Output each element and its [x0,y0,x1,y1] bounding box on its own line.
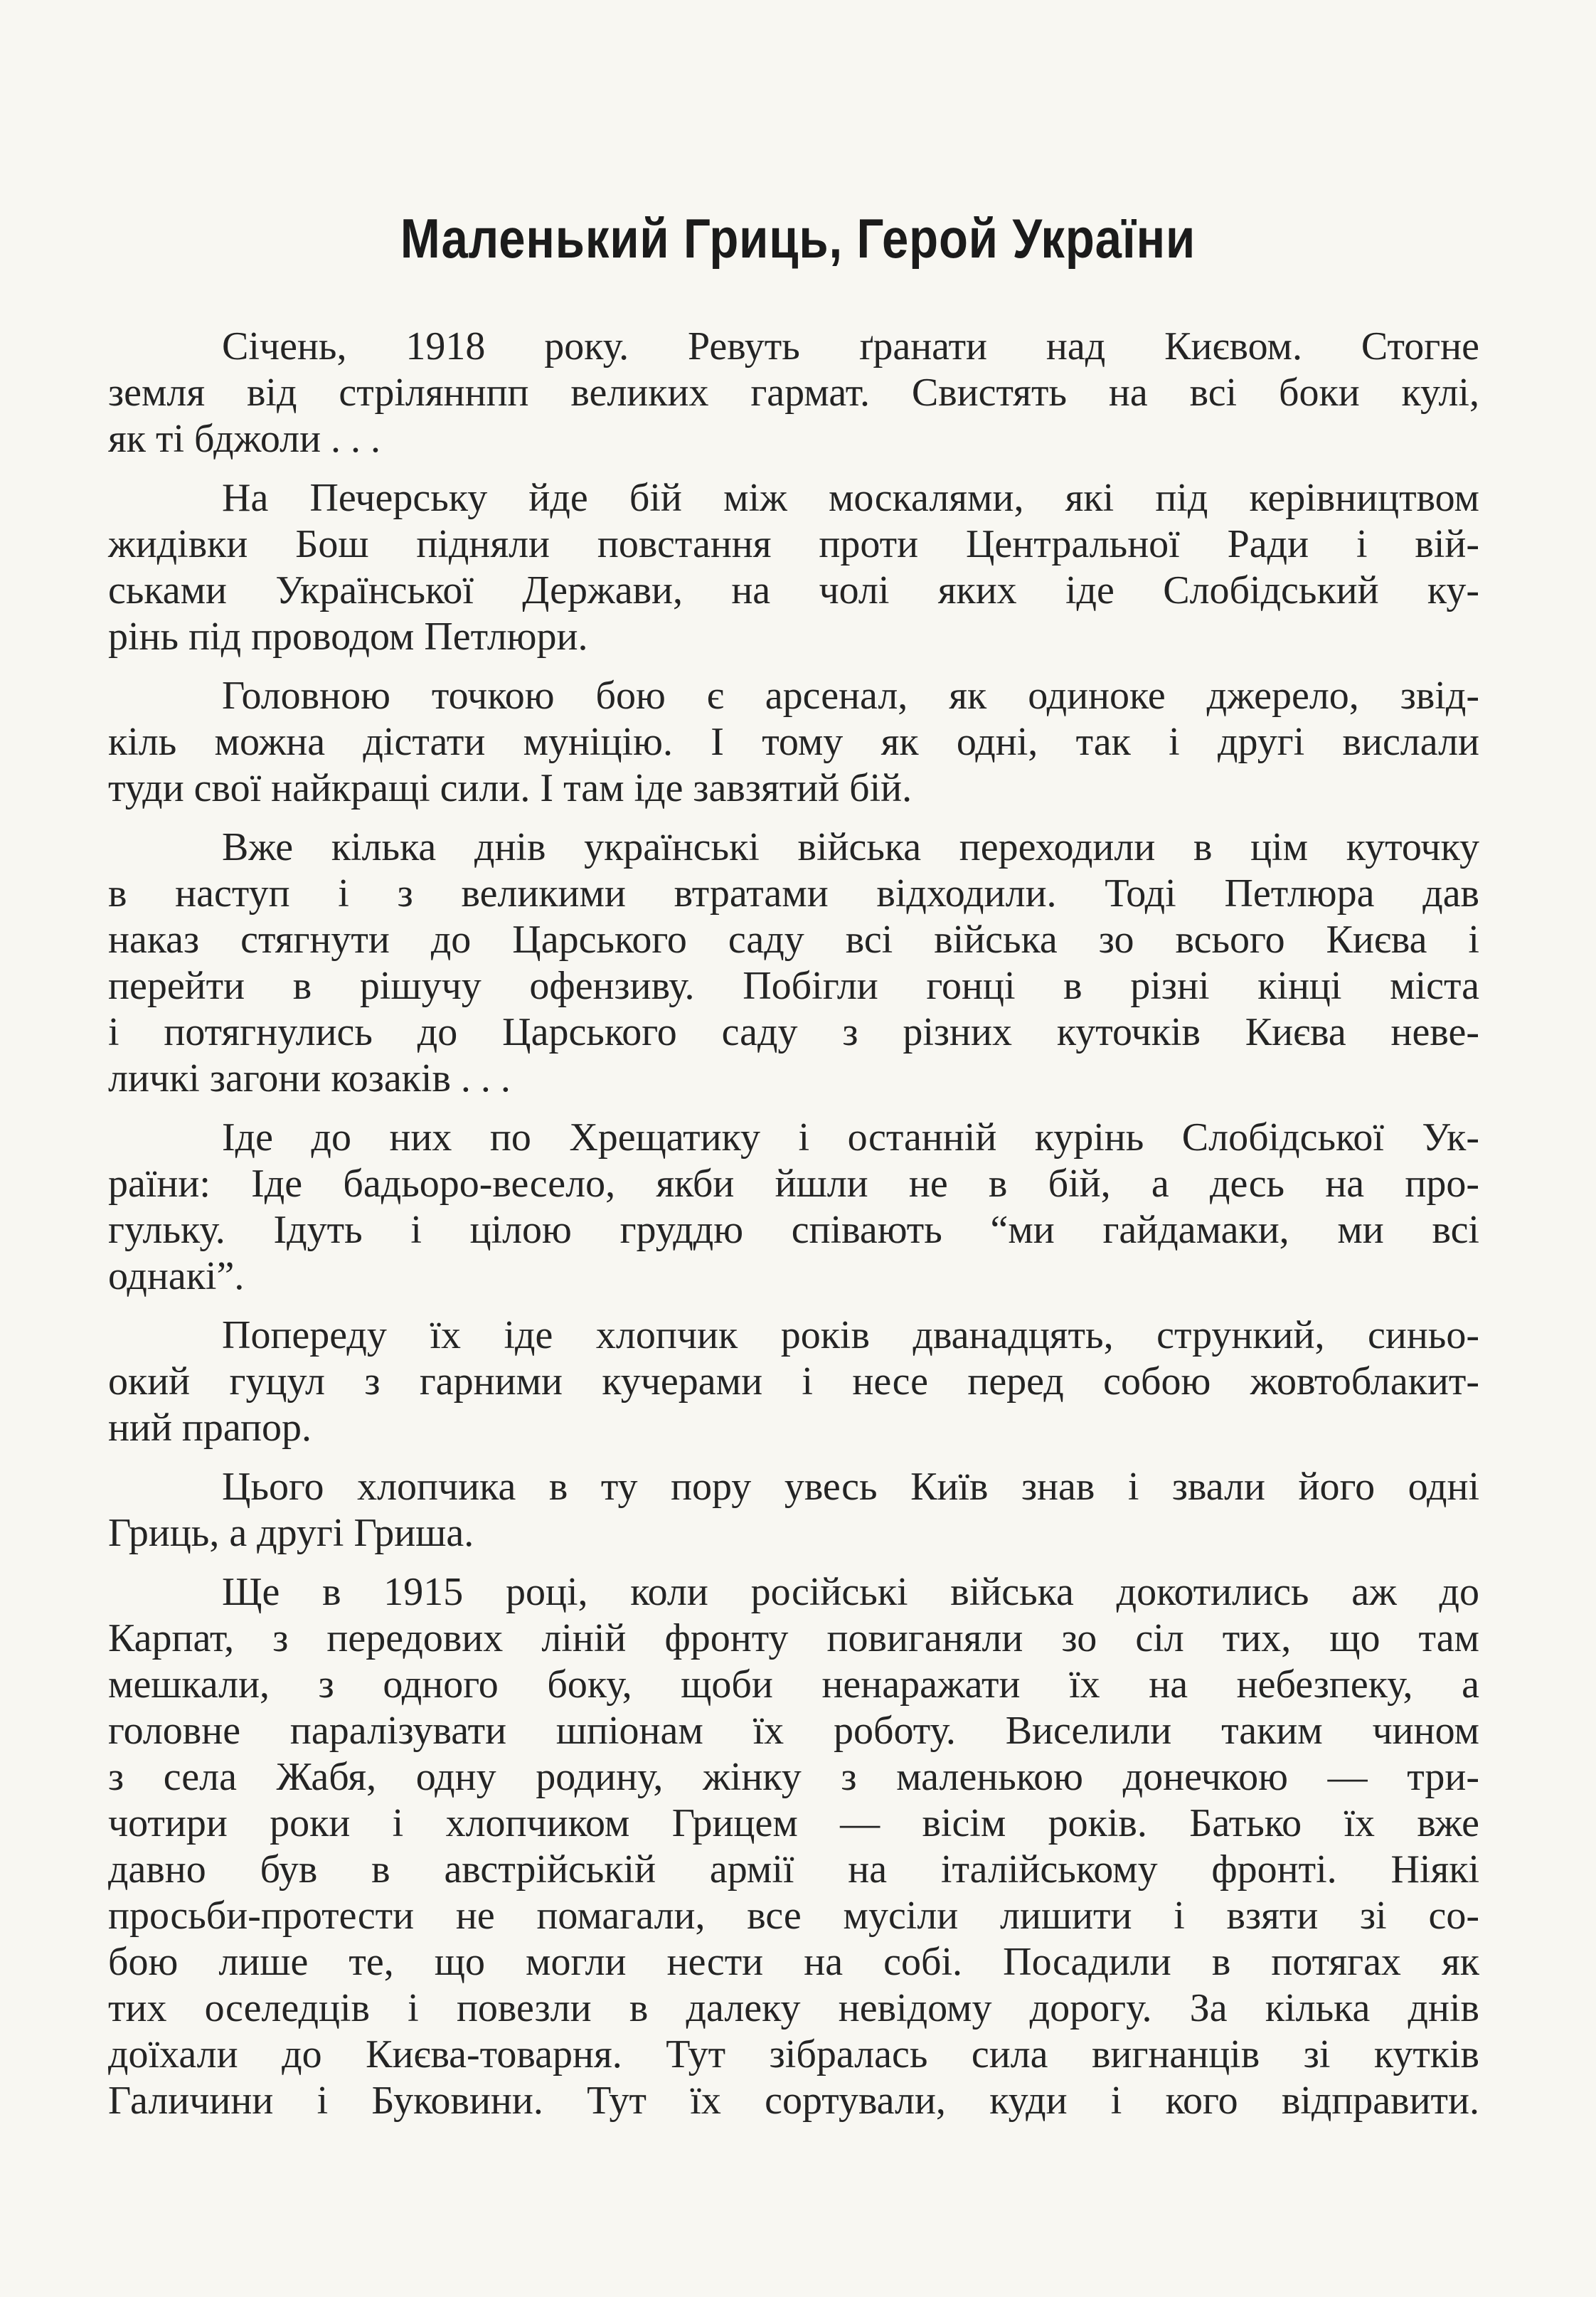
paragraph-line: личкі загони козаків . . . [108,1056,511,1100]
paragraph [108,475,1479,660]
page-title: Маленький Гриць, Герой України [400,207,1196,270]
paragraph-line: перейти в рішучу офензиву. Побігли гонці в різні кінці міста [108,964,1479,1008]
paragraph-line: давно був в австрійській армії на італійському фронті. Ніякі [108,1847,1479,1892]
paragraph-line: доїхали до Києва-товарня. Тут зібралась сила вигнанців зі кутків [108,2032,1479,2076]
paragraph-line: Галичини і Буковини. Тут їх сортували, куди і кого відправити. [108,2079,1479,2123]
paragraph [108,824,1479,1102]
paragraph-line: чотири роки і хлопчиком Грицем — вісім років. Батько їх вже [108,1801,1479,1845]
paragraph-line: земля від стріляннпп великих гармат. Свистять на всі боки кулі, [108,371,1479,415]
paragraph-line: з села Жабя, одну родину, жінку з маленькою донечкою — три- [108,1755,1479,1799]
paragraph-line: головне паралізувати шпіонам їх роботу. Виселили таким чином [108,1709,1479,1753]
paragraph-line: гульку. Ідуть і цілою груддю співають “ми гайдамаки, ми всі [108,1208,1479,1252]
paragraph-line: наказ стягнути до Царського саду всі війська зо всього Києва і [108,918,1479,962]
paragraph [108,1569,1479,2124]
paragraph-line: раїни: Іде бадьоро-весело, якби йшли не в бій, а десь на про- [108,1162,1479,1206]
paragraph-line: рінь під проводом Петлюри. [108,615,588,659]
paragraph-line: бою лише те, що могли нести на собі. Посадили в потягах як [108,1940,1479,1984]
paragraph-line: мешкали, з одного боку, щоби ненаражати їх на небезпеку, а [108,1662,1479,1707]
paragraph-line: ний прапор. [108,1406,312,1450]
paragraph-line: як ті бджоли . . . [108,417,381,461]
paragraph-line: Іде до них по Хрещатику і останній курінь Слобідської Ук- [222,1115,1479,1160]
paragraph [108,1312,1479,1451]
paragraph-line: туди свої найкращі сили. І там іде завзятий бій. [108,766,913,810]
paragraph-line: Попереду їх іде хлопчик років дванадцять, стрункий, синьо- [222,1313,1479,1357]
paragraph-line: Головною точкою бою є арсенал, як одиноке джерело, звід- [222,674,1479,718]
paragraph-line: Вже кілька днів українські війська переходили в цім куточку [222,825,1479,869]
paragraph-line: жидівки Бош підняли повстання проти Центральної Ради і вій- [108,522,1479,566]
paragraph-line: і потягнулись до Царського саду з різних куточків Києва неве- [108,1010,1479,1054]
paragraph-line: Гриць, а другі Гриша. [108,1511,474,1555]
paragraph-line: Цього хлопчика в ту пору увесь Київ знав і звали його одні [222,1465,1479,1509]
paragraph [108,1115,1479,1300]
paragraph [108,673,1479,812]
article-body [108,324,1479,2124]
paragraph-line: Січень, 1918 року. Ревуть ґранати над Києвом. Стогне [222,324,1479,368]
paragraph-line: в наступ і з великими втратами відходили. Тоді Петлюра дав [108,871,1479,916]
paragraph-line: просьби-протести не помагали, все мусіли лишити і взяти зі со- [108,1894,1479,1938]
paragraph-line: На Печерську йде бій між москалями, які під керівництвом [222,476,1479,520]
paragraph-line: тих оселедців і повезли в далеку невідому дорогу. За кілька днів [108,1986,1479,2030]
paragraph-line: Карпат, з передових ліній фронту повиганяли зо сіл тих, що там [108,1616,1479,1660]
paragraph [108,1464,1479,1556]
paragraph [108,324,1479,462]
paragraph-line: кіль можна дістати муніцію. І тому як одні, так і другі вислали [108,720,1479,764]
paragraph-line: окий гуцул з гарними кучерами і несе перед собою жовтоблакит- [108,1359,1479,1404]
paragraph-line: Ще в 1915 році, коли російські війська докотились аж до [222,1570,1479,1614]
paragraph-line: однакі”. [108,1254,245,1298]
paragraph-line: ськами Української Держави, на чолі яких іде Слобідський ку- [108,568,1479,612]
